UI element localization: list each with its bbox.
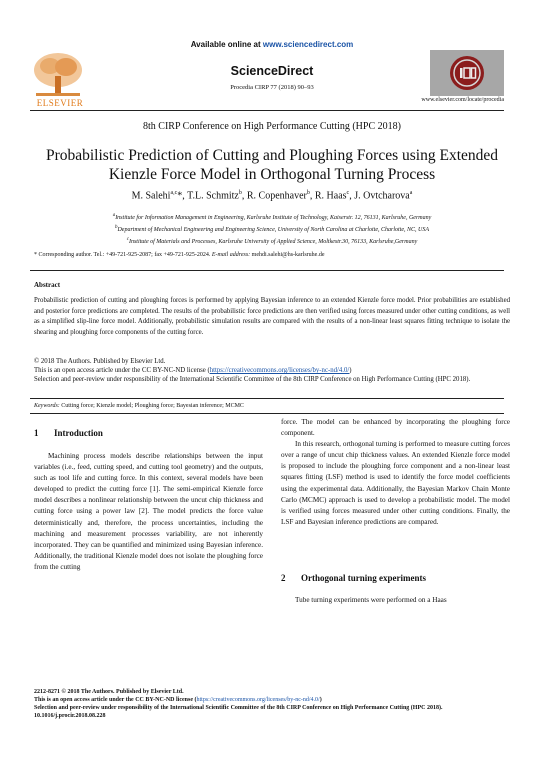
- corresponding-mark: *: [177, 190, 183, 202]
- keywords-label: Keywords:: [34, 403, 60, 409]
- copyright-line: © 2018 The Authors. Published by Elsevier Ltd.: [34, 358, 166, 365]
- corresponding-author-note: [34, 252, 325, 258]
- author-affiliation-mark: b: [238, 190, 242, 196]
- conference-name: 8th CIRP Conference on High Performance Cutting (HPC 2018): [143, 121, 401, 132]
- section-number: 1: [34, 428, 39, 438]
- section-number: 2: [281, 573, 286, 583]
- footer-license-suffix: ): [319, 697, 322, 703]
- footer-license-prefix: This is an open access article under the CC BY-NC-ND license (: [34, 697, 197, 703]
- section-heading-introduction: [34, 428, 103, 438]
- section-title: Orthogonal turning experiments: [301, 573, 426, 583]
- author-list: M. Salehi$^{a,c}$*, T.L. Schmitz$^b$, R. Copenhaver$^b$, R. Haas$^c$, J. Ovtcharova$^a$: [131, 190, 413, 202]
- abstract-text: Probabilistic prediction of cutting and ploughing forces is performed by applying Bayesian inference to an extended Kienzle force model. Prior probabilities are established and posterior force predictions are completed. The results of the probabilistic force predictions are then verified using forces measured under other cutting conditions, as well as a simplified slip-line force model. Additionally, probabilistic simulation results are compared with the results of a non-linear least squares fitting technique to isolate the shearing and ploughing force components of the cutting force.: [34, 297, 510, 336]
- copyright-block: [34, 357, 510, 384]
- license-line: [34, 366, 510, 375]
- sciencedirect-link[interactable]: www.sciencedirect.com: [262, 40, 354, 49]
- keywords-line: [34, 403, 510, 409]
- continuation-paragraph: force. The model can be enhanced by incorporating the ploughing force component.: [281, 418, 510, 438]
- corresponding-contact: * Corresponding author. Tel.: +49-721-925-2087; fax +49-721-925-2024.: [34, 252, 212, 258]
- available-prefix: Available online at: [190, 40, 263, 49]
- license-link[interactable]: https://creativecommons.org/licenses/by-nc-nd/4.0/: [209, 367, 350, 374]
- introduction-paragraph: Machining process models describe relationships between the input variables (i.e., feed, cutting speed, and cutting tool geometry) and the outputs, such as tool life and cutting force. In this context, several models have been developed to predict the cutting force [1]. The semi-empirical Kienzle force model describes a nonlinear relationship between the uncut chip thickness and cutting force using a power law [2]. The model predicts the force value deterministically and, therefore, the process uncertainties, including the machining and measurement processes variability, are not inherently incorporated. They can be quantified and minimized using Bayesian inference. Additionally, the traditional Kienzle model does not isolate the ploughing force from the cutting: [34, 452, 263, 571]
- peer-review-line: Selection and peer-review under responsibility of the International Scientific Committee of the 8th CIRP Conference on High Performance Cutting (HPC 2018).: [34, 376, 471, 383]
- section-heading-experiments: [281, 573, 426, 583]
- abstract-bottom-divider: [30, 413, 504, 414]
- experiments-text: [281, 595, 510, 606]
- header-divider: [30, 110, 504, 111]
- email-address[interactable]: mehdi.salehi@hs-karlsruhe.de: [250, 252, 325, 258]
- affiliation-text: Institute of Materials and Processes, Karlsruhe University of Applied Science, Moltkestr.30, 76133, Karlsruhe,Germany: [128, 239, 418, 245]
- footer-doi[interactable]: 10.1016/j.procir.2018.08.228: [34, 713, 106, 719]
- author-name: M. Salehi: [131, 190, 171, 202]
- journal-homepage[interactable]: www.elsevier.com/locate/procedia: [421, 97, 504, 103]
- author-name: R. Copenhaver: [246, 190, 307, 202]
- affiliations: [30, 211, 514, 247]
- license-prefix: This is an open access article under the CC BY-NC-ND license (: [34, 367, 210, 374]
- author-name: R. Haas: [314, 190, 347, 202]
- keywords-list: Cutting force; Kienzle model; Ploughing force; Bayesian inference; MCMC: [59, 403, 244, 409]
- section-title: Introduction: [54, 428, 103, 438]
- affiliation-line: [30, 211, 514, 223]
- affiliation-mark: c: [126, 237, 129, 242]
- keywords-divider: [30, 398, 504, 399]
- brand-title: ScienceDirect: [230, 64, 314, 78]
- license-suffix: ): [349, 367, 352, 374]
- available-online: [0, 40, 544, 49]
- affiliation-line: [30, 223, 514, 235]
- affiliation-text: Department of Mechanical Engineering and Engineering Science, University of North Carolina at Charlotte, Charlotte, NC, USA: [117, 227, 430, 233]
- footer-license-link[interactable]: https://creativecommons.org/licenses/by-nc-nd/4.0/: [196, 697, 320, 703]
- affiliation-mark: a: [112, 213, 116, 218]
- author-affiliation-mark: a,c: [170, 190, 178, 196]
- right-column-text: [281, 417, 510, 528]
- affiliation-text: Institute for Information Management in Engineering, Karlsruhe Institute of Technology, Kaiserstr. 12, 76131, Karlsruhe, Germany: [115, 215, 432, 221]
- journal-citation: Procedia CIRP 77 (2018) 90–93: [230, 84, 314, 91]
- author-affiliation-mark: a: [409, 190, 413, 196]
- elsevier-wordmark: ELSEVIER: [36, 98, 84, 108]
- experiments-paragraph: Tube turning experiments were performed on a Haas: [295, 596, 447, 604]
- author-affiliation-mark: c: [346, 190, 350, 196]
- author-name: J. Ovtcharova: [354, 190, 410, 202]
- author-affiliation-mark: b: [306, 190, 310, 196]
- cirp-logo: [430, 50, 504, 96]
- abstract-top-divider: [30, 270, 504, 271]
- abstract-heading: Abstract: [34, 281, 61, 289]
- affiliation-mark: b: [114, 225, 118, 230]
- introduction-text: [34, 451, 263, 573]
- affiliation-line: [30, 235, 514, 247]
- footer-block: [34, 688, 512, 720]
- footer-peer-review: Selection and peer-review under responsibility of the International Scientific Committee of the 8th CIRP Conference on High Performance Cutting (HPC 2018).: [34, 705, 443, 711]
- footer-issn: 2212-8271 © 2018 The Authors. Published by Elsevier Ltd.: [34, 689, 184, 695]
- footer-license: [34, 696, 512, 704]
- research-paragraph: In this research, orthogonal turning is performed to measure cutting forces over a range of uncut chip thickness values. An extended Kienzle force model is proposed to include the ploughing force component and a non-linear least squares fitting (LSF) method is used to identify the force model coefficients using the experimental data. Additionally, the Bayesian Markov Chain Monte Carlo (MCMC) approach is used to develop a probabilistic model. The model is verified using forces measured under other cutting conditions. Finally, the LSF and Bayesian inference predictions are compared.: [281, 440, 510, 526]
- paper-title: Probabilistic Prediction of Cutting and Ploughing Forces using Extended Kienzle Force Model in Orthogonal Turning Process: [45, 147, 499, 183]
- email-label: E-mail address:: [211, 252, 251, 258]
- author-name: T.L. Schmitz: [187, 190, 239, 202]
